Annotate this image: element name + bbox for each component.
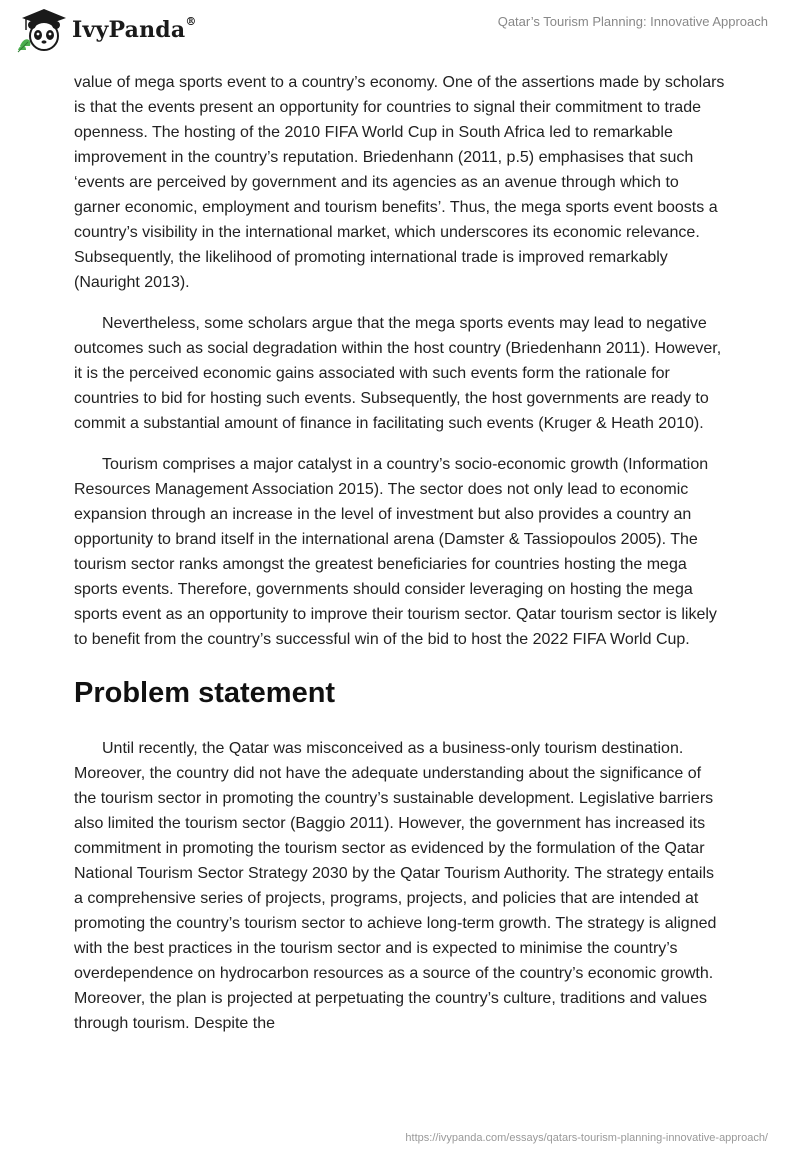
source-url[interactable]: https://ivypanda.com/essays/qatars-tourism-planning-innovative-approach/ bbox=[405, 1132, 768, 1144]
ivypanda-logo[interactable] bbox=[14, 6, 197, 54]
paragraph: Until recently, the Qatar was misconceived as a business-only tourism destination. Moreover, the country did not have the adequate understanding about the significance of the tourism sector in promoting the country’s sustainable development. Legislative barriers also limited the tourism sector (Baggio 2011). However, the government has increased its commitment in promoting the tourism sector as evidenced by the formulation of the Qatar National Tourism Sector Strategy 2030 by the Qatar Tourism Authority. The strategy entails a comprehensive series of projects, programs, projects, and policies that are intended at promoting the country’s tourism sector to achieve long-term growth. The strategy is aligned with the best practices in the tourism sector and is expected to minimise the country’s overdependence on hydrocarbon resources as a source of the country’s economic growth. Moreover, the plan is projected at perpetuating the country’s culture, traditions and values through tourism. Despite the bbox=[74, 740, 717, 1032]
paragraph: Nevertheless, some scholars argue that the mega sports events may lead to negative outcomes such as social degradation within the host country (Briedenhann 2011). However, it is the perceived economic gains associated with such events form the rationale for countries to bid for hosting such events. Subsequently, the host governments are ready to commit a substantial amount of finance in facilitating such events (Kruger & Heath 2010). bbox=[74, 315, 722, 432]
essay-content bbox=[74, 70, 726, 1052]
paragraph: Tourism comprises a major catalyst in a country’s socio-economic growth (Information Resources Management Association 2015). The sector does not only lead to economic expansion through an increase in the level of investment but also provides a country an opportunity to brand itself in the international arena (Damster & Tassiopoulos 2005). The tourism sector ranks amongst the greatest beneficiaries for countries hosting the mega sports events. Therefore, governments should consider leveraging on hosting the mega sports event as an opportunity to improve their tourism sector. Qatar tourism sector is likely to benefit from the country’s successful win of the bid to host the 2022 FIFA World Cup. bbox=[74, 456, 717, 648]
document-title: Qatar’s Tourism Planning: Innovative Approach bbox=[497, 14, 768, 29]
page-header bbox=[0, 0, 800, 70]
paragraph: value of mega sports event to a country’s economy. One of the assertions made by scholars is that the events present an opportunity for countries to signal their commitment to trade openness. The hosting of the 2010 FIFA World Cup in South Africa led to remarkable improvement in the country’s reputation. Briedenhann (2011, p.5) emphasises that such ‘events are perceived by government and its agencies as an avenue through which to garner economic, employment and tourism benefits’. Thus, the mega sports event boosts a country’s visibility in the international market, which underscores its economic relevance. Subsequently, the likelihood of promoting international trade is improved remarkably (Nauright 2013). bbox=[74, 74, 725, 291]
registered-mark: ® bbox=[185, 15, 197, 28]
section-heading: Problem statement bbox=[74, 677, 336, 709]
logo-text: IvyPanda bbox=[72, 17, 186, 43]
panda-graduate-icon bbox=[14, 6, 66, 54]
